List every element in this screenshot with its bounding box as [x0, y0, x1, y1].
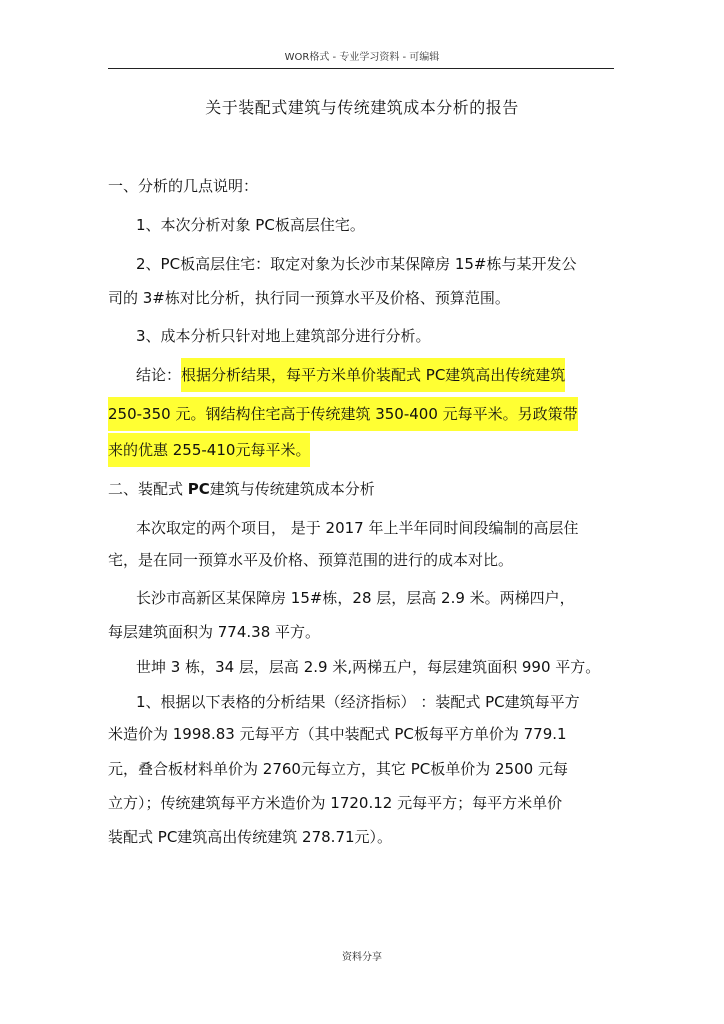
section2-heading — [108, 479, 375, 499]
conclusion-line1 — [136, 365, 565, 385]
section1-item3: 3、成本分析只针对地上建筑部分进行分析。 — [136, 327, 431, 345]
section2-para1-line2: 宅，是在同一预算水平及价格、预算范围的进行的成本对比。 — [108, 551, 514, 569]
section2-heading-suffix: 建筑与传统建筑成本分析 — [209, 480, 375, 498]
section1-item1: 1、本次分析对象 PC板高层住宅。 — [136, 216, 365, 234]
section2-para4-line5: 装配式 PC建筑高出传统建筑 278.71元）。 — [108, 828, 393, 846]
section2-para1-line1: 本次取定的两个项目， 是于 2017 年上半年同时间段编制的高层住 — [136, 519, 579, 537]
conclusion-line2 — [108, 404, 578, 424]
conclusion-label: 结论： — [136, 366, 182, 384]
document-title: 关于装配式建筑与传统建筑成本分析的报告 — [205, 98, 519, 117]
section1-item2-line2: 司的 3#栋对比分析，执行同一预算水平及价格、预算范围。 — [108, 289, 510, 307]
header-rule — [108, 68, 614, 69]
conclusion-highlight-1: 根据分析结果，每平方米单价装配式 PC建筑高出传统建筑 — [181, 358, 565, 392]
page-footer: 资料分享 — [342, 952, 382, 963]
section2-para3: 世坤 3 栋，34 层，层高 2.9 米,两梯五户，每层建筑面积 990 平方。 — [136, 658, 601, 676]
section2-para4-line4: 立方）；传统建筑每平方米造价为 1720.12 元每平方；每平方米单价 — [108, 794, 563, 812]
section2-heading-bold: PC — [187, 480, 210, 498]
page-header: WOR格式 - 专业学习资料 - 可编辑 — [284, 52, 440, 63]
section1-heading: 一、分析的几点说明： — [108, 177, 259, 195]
section2-para4-line1: 1、根据以下表格的分析结果（经济指标） ：装配式 PC建筑每平方 — [136, 693, 580, 711]
section2-para2-line2: 每层建筑面积为 774.38 平方。 — [108, 623, 321, 641]
section2-para4-line2: 米造价为 1998.83 元每平方（其中装配式 PC板每平方单价为 779.1 — [108, 725, 567, 743]
conclusion-highlight-3: 来的优惠 255-410元每平米。 — [108, 433, 310, 467]
section2-heading-prefix: 二、装配式 — [108, 480, 188, 498]
section2-para4-line3: 元，叠合板材料单价为 2760元每立方，其它 PC板单价为 2500 元每 — [108, 760, 568, 778]
conclusion-highlight-2: 250-350 元。钢结构住宅高于传统建筑 350-400 元每平米。另政策带 — [108, 397, 578, 431]
section1-item2-line1: 2、PC板高层住宅：取定对象为长沙市某保障房 15#栋与某开发公 — [136, 255, 577, 273]
conclusion-line3 — [108, 440, 310, 460]
section2-para2-line1: 长沙市高新区某保障房 15#栋，28 层，层高 2.9 米。两梯四户， — [136, 589, 575, 607]
